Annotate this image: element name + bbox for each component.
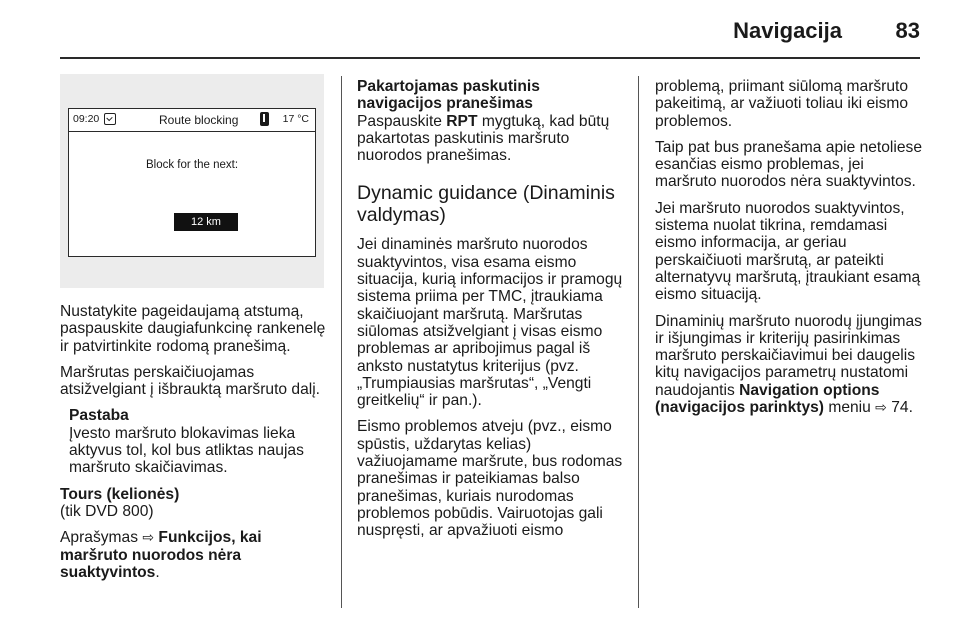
display-label: Block for the next: <box>145 159 239 171</box>
column-2 <box>357 78 627 549</box>
page-header <box>0 0 960 56</box>
paragraph: Aprašymas ⇨ Funkcijos, kai maršruto nuorodos nėra suaktyvintos. <box>60 529 262 581</box>
page-number: 83 <box>895 18 920 43</box>
paragraph: Jei dinaminės maršruto nuorodos suaktyvintos, visa esama eismo situacija, kurią informacijos ir pramogų sistema priima per TMC, įtraukiama skaičiuojant maršrutą. Maršrutas siūlomas atsižvelgiant į visas eismo problemas ar apribojimus pagal iš anksto nustatytus kriterijus (pvz. „Trumpiausias maršrutas“, „Vengti greitkelių“ ir pan.). <box>357 236 623 410</box>
paragraph: Nustatykite pageidaujamą atstumą, paspauskite daugiafunkcinę rankenelę ir patvirtinkite rodomą pranešimą. <box>60 303 326 355</box>
section-title: Dynamic guidance (Dinaminis valdymas) <box>357 182 615 227</box>
clock-icon <box>104 113 116 125</box>
arrow-right-icon: ⇨ <box>142 529 155 546</box>
paragraph: (tik DVD 800) <box>60 502 154 520</box>
arrow-right-icon: ⇨ <box>875 399 887 416</box>
menu-reference[interactable]: Navigation options (navigacijos parinktys) <box>655 381 880 417</box>
column-1 <box>60 303 330 590</box>
page-reference[interactable]: 74. <box>891 399 913 417</box>
header-rule <box>60 57 920 59</box>
section-heading: Tours (kelionės) <box>60 485 180 503</box>
column-3 <box>655 78 925 425</box>
paragraph: Taip pat bus pranešama apie netoliese esančias eismo problemas, jei maršruto nuorodos nėra suaktyvintos. <box>655 138 923 191</box>
display-time: 09:20 <box>73 113 100 125</box>
note-block <box>60 407 330 476</box>
thermometer-icon <box>260 112 269 126</box>
display-status-bar <box>69 109 315 132</box>
display-illustration <box>60 74 324 288</box>
section-heading: Pakartojamas paskutinis navigacijos pranešimas <box>357 78 540 113</box>
chapter-title: Navigacija <box>733 18 842 43</box>
paragraph: Dinaminių maršruto nuorodų įjungimas ir išjungimas ir kriterijų pasirinkimas maršruto perskaičiavimui bei daugelis kitų navigacijos parametrų nustatomi naudojantis Navigation options (navigacijos parinktys) meniu ⇨ 74. <box>655 312 922 417</box>
display-title: Route blocking <box>159 113 239 127</box>
column-divider <box>638 76 639 608</box>
paragraph: Paspauskite RPT mygtuką, kad būtų pakartotas paskutinis maršruto nuorodos pranešimas. <box>357 112 610 165</box>
display-temperature: 17 °C <box>282 113 309 125</box>
paragraph: Jei maršruto nuorodos suaktyvintos, sistema nuolat tikrina, remdamasi eismo informacija, ar geriau perskaičiuoti maršrutą, ar pateikti alternatyvų maršrutą, įtraukiant esamą eismo situaciją. <box>655 199 921 304</box>
paragraph: problemą, priimant siūlomą maršruto pakeitimą, ar važiuoti toliau iki eismo problemos. <box>655 78 909 130</box>
paragraph: Eismo problemos atveju (pvz., eismo spūstis, uždarytas kelias) važiuojamame maršrute, bus rodomas pranešimas ir pateikiamas balso pranešimas, kuriais nurodomas problemos pobūdis. Vairuotojas gali nuspręsti, ar apvažiuoti eismo <box>357 418 623 540</box>
column-divider <box>341 76 342 608</box>
cross-reference-link[interactable]: Funkcijos, kai maršruto nuorodos nėra suaktyvintos <box>60 529 262 581</box>
note-title: Pastaba <box>69 407 129 425</box>
note-body: Įvesto maršruto blokavimas lieka aktyvus tol, kol bus atliktas naujas maršruto skaičiavimas. <box>69 424 304 477</box>
display-screen <box>68 108 316 257</box>
paragraph: Maršrutas perskaičiuojamas atsižvelgiant į išbrauktą maršruto dalį. <box>60 363 321 399</box>
display-value: 12 km <box>174 213 238 231</box>
rpt-key: RPT <box>446 112 478 130</box>
